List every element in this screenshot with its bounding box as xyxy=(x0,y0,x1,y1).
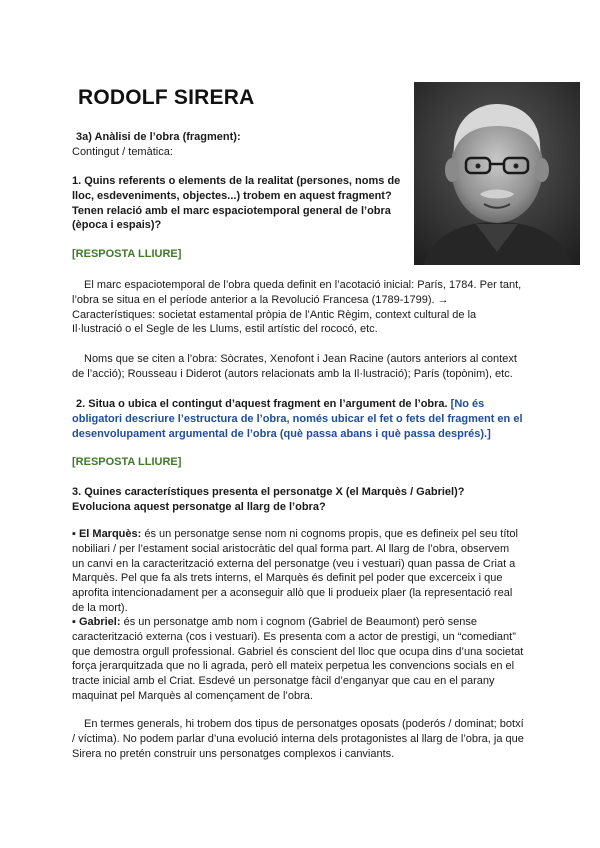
question-2-text: 2. Situa o ubica el contingut d’aquest fragment en l’argument de l’obra. xyxy=(76,398,448,410)
gabriel-description: és un personatge amb nom i cognom (Gabriel de Beaumont) però sense caracterització externa (cos i vestuari). Es presenta com a actor de prestigi, un “comediant” que demostra orgull professional. Gabriel és conscient del lloc que ocupa dins d’una societat força jerarquitzada que no li agrada, però ell mateix perpetua les convencions socials en el tracte inicial amb el Criat. Esdevé un personatge fàcil d’enganyar que cau en el parany maquinat pel Marquès al començament de l’obra. xyxy=(72,616,524,702)
section-heading: 3a) Anàlisi de l’obra (fragment): xyxy=(76,131,241,143)
marques-label: ▪ El Marquès: xyxy=(72,528,142,540)
character-gabriel xyxy=(72,615,524,704)
gabriel-label: ▪ Gabriel: xyxy=(72,616,121,628)
answer-1-paragraph-2: Noms que se citen a l’obra: Sòcrates, Xenofont i Jean Racine (autors anteriors al context de l’acció); Rousseau i Diderot (autors relacionats amb la Il·lustració); París (topònim), etc. xyxy=(72,353,517,380)
subsection-heading: Contingut / temàtica: xyxy=(72,146,173,158)
portrait-photo-icon xyxy=(414,82,580,265)
question-3: 3. Quines característiques presenta el personatge X (el Marquès / Gabriel)? Evoluciona aquest personatge al llarg de l’obra? xyxy=(72,486,465,513)
question-2 xyxy=(72,397,532,441)
question-2-note: [No és obligatori descriure l’estructura de l’obra, només ubicar el fet o fets del fragment en el desenvolupament argumental de l’obra (què passa abans i què passa després).] xyxy=(72,398,523,440)
marques-description: és un personatge sense nom ni cognoms propis, que es defineix pel seu títol nobiliari / per l’estament social aristocràtic del qual forma part. Al llarg de l’obra, observem un canvi en la caracterització externa del personatge (veu i vestuari) quan passa de Criat a Marquès. Pel que fa als trets interns, el Marquès és definit pel poder que excerceix i que aprofita intencionadament per a aconseguir allò que li produeix plaer (la representació real de la mort). xyxy=(72,528,518,614)
page-title: RODOLF SIRERA xyxy=(78,86,255,109)
free-answer-tag-1: [RESPOSTA LLIURE] xyxy=(72,248,182,260)
free-answer-tag-2: [RESPOSTA LLIURE] xyxy=(72,456,182,468)
conclusion-paragraph: En termes generals, hi trobem dos tipus de personatges oposats (poderós / dominat; botxí / víctima). No podem parlar d’una evolució interna dels protagonistes al llarg de l’obra, ja que Sirera no pretén construir uns personatges complexos i canviants. xyxy=(72,718,524,760)
question-1: 1. Quins referents o elements de la realitat (persones, noms de lloc, esdeveniments, objectes...) trobem en aquest fragment? Tenen relació amb el marc espaciotemporal general de l’obra (època i espais)? xyxy=(72,175,401,232)
answer-1-paragraph-1: El marc espaciotemporal de l’obra queda definit en l’acotació inicial: París, 1784. Per tant, l’obra se situa en el període anterior a la Revolució Francesa (1789-1799). → Característiques: societat estamental pròpia de l’Antic Règim, context cultural de la Il·lustració o el Segle de les Llums, estil artístic del rococó, etc. xyxy=(72,279,522,336)
character-marques xyxy=(72,527,524,616)
author-portrait xyxy=(414,82,580,265)
